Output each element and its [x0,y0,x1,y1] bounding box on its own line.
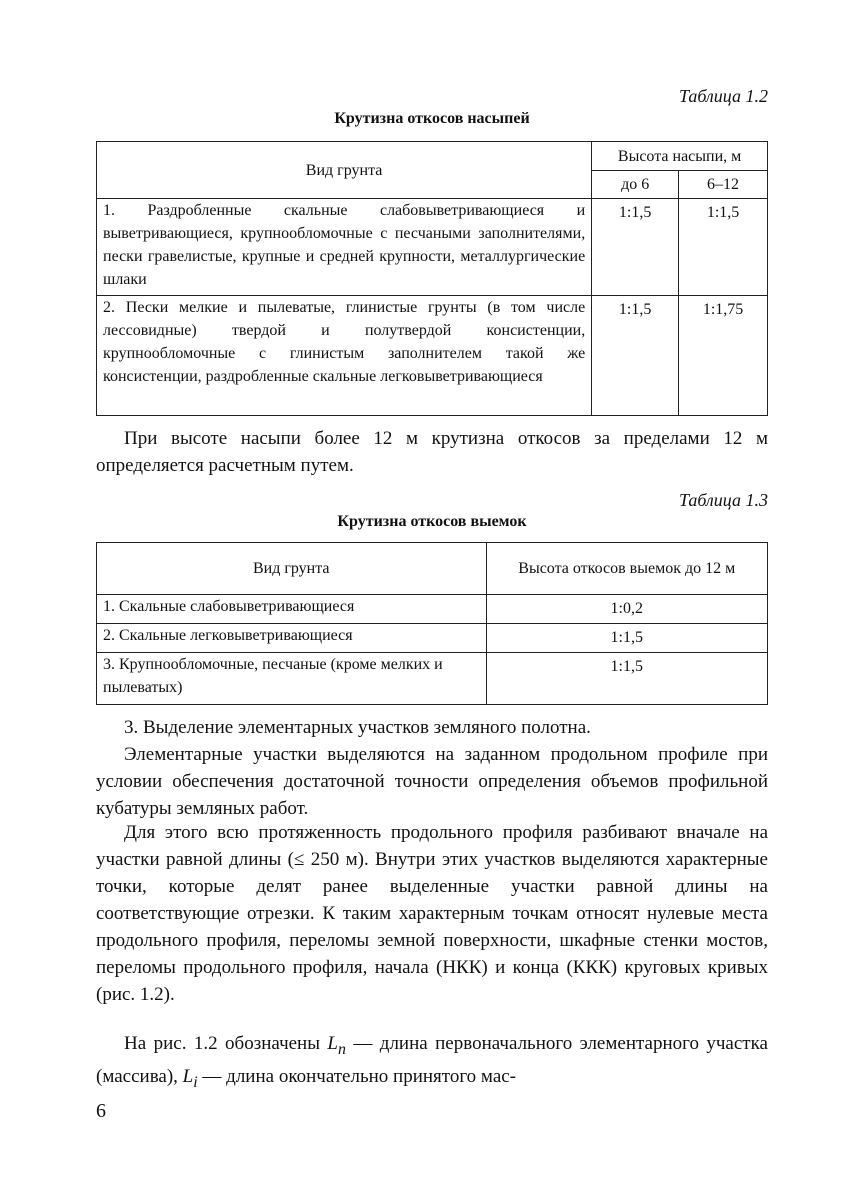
table-cell-soil: 1. Скальные слабовыветривающиеся [97,595,487,624]
table-1-3-header-soil: Вид грунта [97,543,487,595]
table-cell-value: 1:1,5 [486,624,768,653]
table-cell-value: 1:0,2 [486,595,768,624]
table-1-2-header-height: Высота насыпи, м [592,142,768,171]
table-1-3-header-height: Высота откосов выемок до 12 м [486,543,768,595]
paragraph: При высоте насыпи более 12 м крутизна откосов за пределами 12 м определяется расчетным путем. [96,428,768,476]
paragraph [96,1030,768,1096]
table-1-2-subheader: 6–12 [679,171,768,199]
paragraph: Для этого всю протяженность продольного профиля разбивают вначале на участки равной длины (≤ 250 м). Внутри этих участков выделяются характерные точки, которые делят ранее выделенные участки равной длины на соответствующие отрезки. К таким характерным точкам относят нулевые места продольного профиля, переломы земной поверхности, шкафные стенки мостов, переломы продольного профиля, начала (НКК) и конца (ККК) круговых кривых (рис. 1.2). [96,822,768,1005]
table-row [97,296,768,416]
table-1-3-title: Крутизна откосов выемок [337,513,527,530]
table-cell-value: 1:1,75 [679,296,768,416]
table-1-3 [96,542,768,705]
table-1-3-caption: Таблица 1.3 [678,490,768,510]
table-cell-soil: 2. Скальные легковыветривающиеся [97,624,487,653]
table-1-2-caption: Таблица 1.2 [678,86,768,106]
paragraph: Элементарные участки выделяются на заданном продольном профиле при условии обеспечения достаточной точности определения объемов профильной кубатуры земляных работ. [96,744,768,819]
page-number: 6 [96,1100,106,1122]
text-run: На рис. 1.2 обозначены [124,1033,328,1054]
table-row [97,624,768,653]
table-cell-value: 1:1,5 [679,199,768,296]
text-run: — длина окончательно принятого мас- [197,1065,517,1087]
table-1-2-title: Крутизна откосов насыпей [334,110,530,127]
table-row [97,595,768,624]
math-subscript: i [193,1073,198,1091]
math-variable: L [182,1065,194,1087]
text-run: — длина первоначального элементарного участка (массива), [96,1033,768,1087]
math-variable: L [327,1033,338,1054]
table-cell-soil: 2. Пески мелкие и пылеватые, глинистые грунты (в том числе лессовидные) твердой и полутвердой консистенции, крупнообломочные с глинистым заполнителем такой же консистенции, раздробленные скальные легковыветривающиеся [97,296,592,416]
section-heading: 3. Выделение элементарных участков земляного полотна. [124,717,591,738]
table-row [97,653,768,705]
table-cell-soil: 1. Раздробленные скальные слабовыветривающиеся и выветривающиеся, крупнообломочные с песчаными заполнителями, пески гравелистые, крупные и средней крупности, металлургические шлаки [97,199,592,296]
table-row [97,199,768,296]
table-cell-value: 1:1,5 [592,199,679,296]
table-1-2-header-soil: Вид грунта [97,142,592,199]
table-1-2-subheader: до 6 [592,171,679,199]
math-subscript: n [338,1040,346,1058]
table-cell-value: 1:1,5 [486,653,768,705]
table-cell-value: 1:1,5 [592,296,679,416]
table-cell-soil: 3. Крупнообломочные, песчаные (кроме мелких и пылеватых) [97,653,487,705]
table-1-2 [96,141,768,416]
